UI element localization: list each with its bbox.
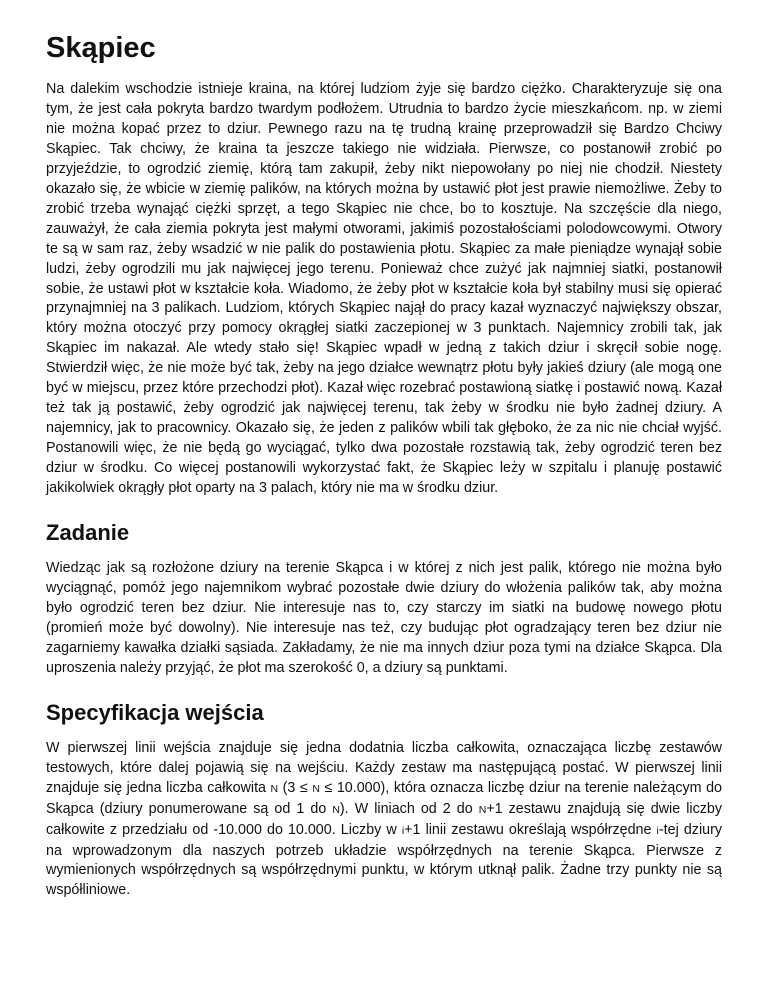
variable-i: i [401,824,405,837]
variable-n: N [478,803,487,816]
task-heading: Zadanie [46,520,130,546]
input-spec-paragraph [46,739,722,902]
input-text-1: W pierwszej linii wejścia znajduje się jedna dodatnia liczba całkowita, oznaczająca liczbę zestawów testowych, które dalej pojawią się na wejściu. Każdy zestaw ma następującą postać. W pierwszej linii znajduje się jedna liczba całkowita [46,739,722,796]
input-text-3: ≤ 10.000), która oznacza liczbę dziur na terenie należącym do Skąpca (dziury ponumerowane są od 1 do [46,779,722,817]
variable-i: i [656,824,659,837]
input-spec-heading: Specyfikacja wejścia [46,699,264,725]
input-text-5: +1 zestawu znajdują się dwie liczby całkowite z przedziału od -10.000 do 10.000. Liczby w [46,800,722,838]
task-paragraph: Wiedząc jak są rozłożone dziury na terenie Skąpca i w której z nich jest palik, którego nie można było wyciągnąć, pomóż jego najemnikom wybrać pozostałe dwie dziury do włożenia palików tak, aby można było ogrodzić teren bez dziur. Nie interesuje nas to, czy starczy im siatki na budowę nowego płotu (promień może być dowolny). Nie interesuje nas też, czy budując płot ogradzający teren bez dziur nie zagarniemy kawałka działki sąsiada. Zakładamy, że nie ma innych dziur poza tymi na działce Skąpca. Dla uproszenia należy przyjąć, że płot ma szerokość 0, a dziury są punktami. [46,560,722,676]
input-text-6: +1 linii zestawu określają współrzędne [404,821,657,838]
input-text-4: ). W liniach od 2 do [339,800,479,817]
input-text-7: -tej dziury na wprowadzonym dla naszych potrzeb układzie współrzędnych na terenie Skąpca. Pierwsze z wymienionych współrzędnych są współrzędnymi punktu, w którym utknął palik. Żadne trzy punkty nie są współliniowe. [46,821,722,899]
variable-n: N [270,782,279,795]
page-title: Skąpiec [46,32,156,64]
input-text-2: (3 ≤ [278,779,313,796]
variable-n: N [332,803,340,816]
variable-n: N [312,782,320,795]
intro-paragraph: Na dalekim wschodzie istnieje kraina, na której ludziom żyje się bardzo ciężko. Charakteryzuje się ona tym, że jest cała pokryta bardzo twardym podłożem. Utrudnia to bardzo życie mieszkańcom. np. w ziemi nie można kopać przez to dziur. Pewnego razu na tę trudną krainę przeprowadził się Bardzo Chciwy Skąpiec. Tak chciwy, że kraina ta jeszcze takiego nie widziała. Pierwsze, co postanowił zrobić po przyjeździe, to ogrodzić ziemię, którą tam zakupił, żeby nikt niepowołany po niej nie chodził. Niestety okazało się, że wbicie w ziemię palików, na których można by ustawić płot jest prawie niemożliwe. Żeby to zrobić trzeba wynająć ciężki sprzęt, a tego Skąpiec nie chce, bo to kosztuje. Na szczęście dla niego, zauważył, że cała ziemia pokryta jest małymi otworami, jakimiś pozostałościami polodowcowymi. Otwory te są w sam raz, żeby wsadzić w nie palik do postawienia płotu. Skąpiec za małe pieniądze wynajął sobie ludzi, żeby ogrodzili mu jak najwięcej jego terenu. Ponieważ chce zużyć jak najmniej siatki, postanowił sobie, że ustawi płot w kształcie koła. Wiadomo, że żeby płot w kształcie koła był stabilny musi się opierać przynajmniej na 3 palikach. Ludziom, których Skąpiec najął do pracy kazał wyznaczyć największy obszar, który można otoczyć przy pomocy okrągłej siatki zaczepionej w 3 punktach. Najemnicy zrobili tak, jak Skąpiec im nakazał. Ale wtedy stało się! Skąpiec wpadł w jedną z takich dziur i skręcił sobie nogę. Stwierdził więc, że nie może być tak, żeby na jego działce wewnątrz płotu były jakieś dziury (ale mogą one być w miejscu, przez które przechodzi płot). Kazał więc rozebrać postawioną siatkę i postawić nową. Kazał też tak ją postawić, żeby ogrodzić jak najwięcej terenu, tak żeby w środku nie było żadnej dziury. A najemnicy, jak to pracownicy. Okazało się, że jeden z palików wbili tak głęboko, że za nic nie chciał wyjść. Postanowili więc, że nie będą go wyciągać, tylko dwa pozostałe rozstawią tak, żeby ogrodzić teren bez dziur w środku. Co więcej postanowili wykorzystać fakt, że Skąpiec leży w szpitalu i planuję postawić jakikolwiek okrągły płot oparty na 3 palach, który nie ma w środku dziur. [46,81,722,497]
